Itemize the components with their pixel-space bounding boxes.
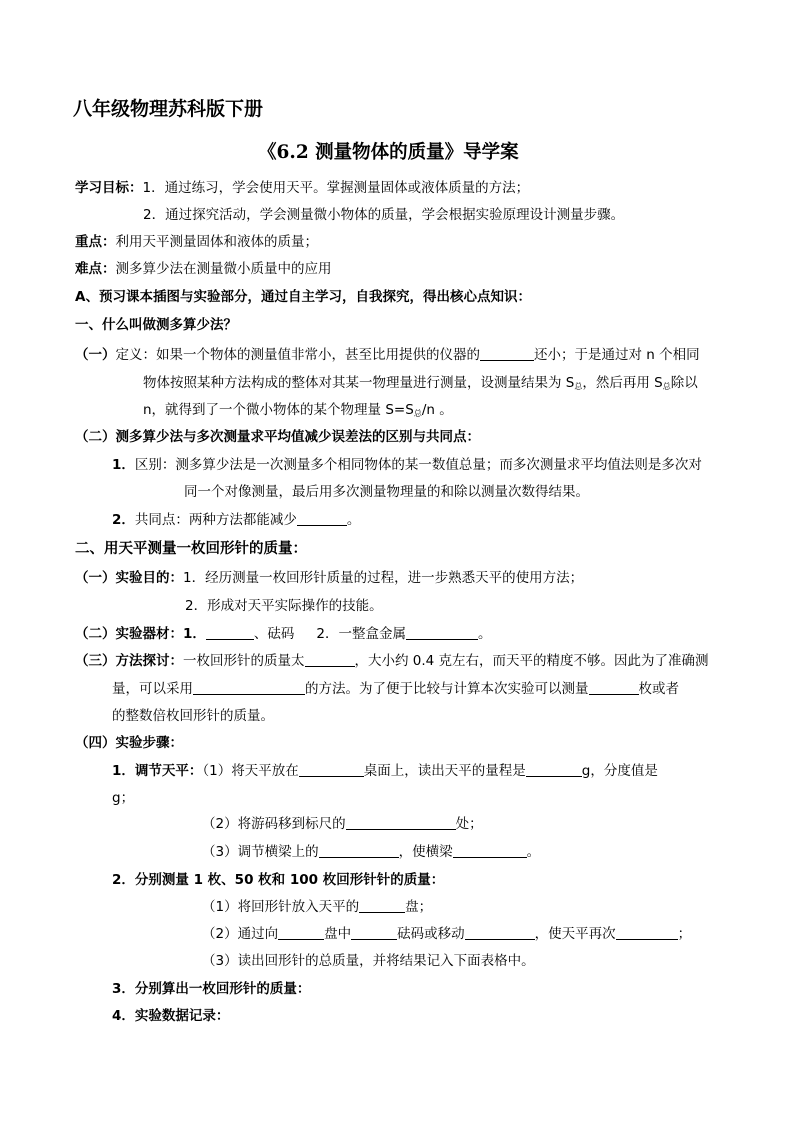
- method-text-b: ，大小约 0.4 克左右，而天平的精度不够。因此为了准确测: [354, 653, 709, 669]
- difficulty-label: 难点：: [75, 261, 116, 277]
- equipment-end: 。: [478, 626, 492, 642]
- definition-line-3a: n，就得到了一个微小物体的某个物理量 S=S: [143, 402, 414, 418]
- definition-line-3b: /n 。: [421, 402, 453, 418]
- purpose-item-1: 1．经历测量一枚回形针质量的过程，进一步熟悉天平的使用方法；: [183, 570, 584, 586]
- subscript-total: 总: [574, 382, 583, 391]
- difference-heading: （二）测多算少法与多次测量求平均值减少误差法的区别与共同点：: [75, 429, 480, 445]
- blank-reduce[interactable]: [297, 511, 347, 526]
- method-line-2: [112, 679, 679, 699]
- common-end: 。: [346, 512, 361, 528]
- method-label: （三）方法探讨：: [75, 653, 183, 669]
- goal-item-2: 2．通过探究活动，学会测量微小物体的质量，学会根据实验原理设计测量步骤。: [143, 207, 625, 223]
- blank-move-item[interactable]: [465, 925, 535, 940]
- step2-sub-2e: ；: [677, 926, 692, 942]
- step1-line-2: g；: [112, 790, 135, 806]
- key-points-line: [75, 232, 318, 252]
- blank-count[interactable]: [589, 680, 639, 695]
- blank-beam-state[interactable]: [453, 843, 527, 858]
- step1-text-a: （1）将天平放在: [202, 763, 299, 779]
- equipment-number: 1．: [183, 626, 206, 642]
- purpose-line-1: [75, 568, 583, 588]
- equipment-weights: 、砝码: [253, 626, 295, 642]
- blank-pan[interactable]: [359, 898, 405, 913]
- method-text-a: 一枚回形针的质量太: [183, 653, 305, 669]
- step3-heading: 3．分别算出一枚回形针的质量：: [112, 981, 311, 997]
- blank-pan-side[interactable]: [278, 925, 324, 940]
- step1-sub-3c: 。: [526, 844, 541, 860]
- definition-line-2c: 除以: [670, 375, 698, 391]
- definition-text: 定义：如果一个物体的测量值非常小，甚至比用提供的仪器的: [115, 347, 480, 363]
- blank-balance-state[interactable]: [616, 925, 678, 940]
- step2-sub-3: （3）读出回形针的总质量，并将结果记入下面表格中。: [202, 953, 535, 969]
- blank-weights-action[interactable]: [351, 925, 397, 940]
- definition-text-cont: 还小；于是通过对 n 个相同: [534, 347, 700, 363]
- method-line-1: [75, 651, 709, 671]
- step2-sub-1a: （1）将回形针放入天平的: [202, 899, 360, 915]
- subscript-total: 总: [413, 409, 422, 418]
- definition-line-1: [75, 345, 700, 365]
- blank-surface[interactable]: [299, 762, 364, 777]
- part2-heading: 二、用天平测量一枚回形针的质量：: [75, 541, 307, 557]
- step1-sub-3b: ，使横梁: [398, 844, 453, 860]
- section-a-heading: A、预习课本插图与实验部分，通过自主学习，自我探究，得出核心点知识：: [75, 289, 531, 305]
- goals-line-1: [75, 178, 529, 198]
- blank-equipment-2[interactable]: [406, 625, 478, 640]
- purpose-label: （一）实验目的：: [75, 570, 183, 586]
- equipment-label: （二）实验器材：: [75, 626, 183, 642]
- common-number: 2．: [112, 512, 135, 528]
- document-title: 八年级物理苏科版下册: [73, 98, 264, 120]
- difficulty-line: [75, 259, 332, 279]
- step1-sub-2b: 处；: [455, 816, 483, 832]
- blank-mass-small[interactable]: [305, 652, 355, 667]
- blank-scale-position[interactable]: [346, 815, 456, 830]
- step1-text-c: g，分度值是: [581, 763, 658, 779]
- step1-sub-2: [202, 814, 483, 834]
- step2-sub-1b: 盘；: [405, 899, 433, 915]
- difference-number: 1．: [112, 457, 135, 473]
- definition-line-2a: 物体按照某种方法构成的整体对其某一物理量进行测量，设测量结果为 S: [143, 375, 575, 391]
- step2-sub-2c: 砝码或移动: [397, 926, 465, 942]
- step2-sub-2b: 盘中: [324, 926, 352, 942]
- common-line: [112, 510, 360, 530]
- step2-sub-2a: （2）通过向: [202, 926, 279, 942]
- goal-item-1: 1．通过练习，学会使用天平。掌握测量固体或液体质量的方法；: [142, 180, 530, 196]
- method-line-2b: 的方法。为了便于比较与计算本次实验可以测量: [305, 681, 589, 697]
- difference-line-2: 同一个对像测量，最后用多次测量物理量的和除以测量次数得结果。: [184, 484, 589, 500]
- definition-line-3: [143, 400, 453, 424]
- step1-text-b: 桌面上，读出天平的量程是: [363, 763, 526, 779]
- equipment-line: [75, 624, 492, 644]
- goals-label: 学习目标：: [75, 180, 143, 196]
- difference-line-1: [112, 455, 702, 475]
- steps-label: （四）实验步骤：: [75, 735, 183, 751]
- key-points-text: 利用天平测量固体和液体的质量；: [115, 234, 318, 250]
- equipment-metal: 2．一整盒金属: [316, 626, 406, 642]
- subscript-total: 总: [662, 382, 671, 391]
- blank-method[interactable]: [193, 680, 305, 695]
- part1-heading: 一、什么叫做测多算少法？: [75, 317, 237, 333]
- step2-sub-1: [202, 897, 432, 917]
- lesson-title: 《6.2 测量物体的质量》导学案: [258, 142, 519, 163]
- step4-heading: 4．实验数据记录：: [112, 1008, 230, 1024]
- step2-heading: 2．分别测量 1 枚、50 枚和 100 枚回形针针的质量：: [112, 872, 445, 888]
- step1-sub-2a: （2）将游码移到标尺的: [202, 816, 346, 832]
- difficulty-text: 测多算少法在测量微小质量中的应用: [115, 261, 332, 277]
- step2-sub-2d: ，使天平再次: [534, 926, 616, 942]
- method-line-2a: 量，可以采用: [112, 681, 193, 697]
- step1-sub-3: [202, 842, 540, 862]
- definition-line-2: [143, 373, 698, 397]
- blank-equipment-1[interactable]: [206, 625, 254, 640]
- method-line-3: 的整数倍枚回形针的质量。: [112, 708, 274, 724]
- definition-line-2b: ，然后再用 S: [582, 375, 663, 391]
- step1-sub-3a: （3）调节横梁上的: [202, 844, 319, 860]
- difference-text: 区别：测多算少法是一次测量多个相同物体的某一数值总量；而多次测量求平均值法则是多次对: [134, 457, 702, 473]
- common-text: 共同点：两种方法都能减少: [134, 512, 297, 528]
- method-line-2c: 枚或者: [638, 681, 679, 697]
- key-points-label: 重点：: [75, 234, 116, 250]
- step2-sub-2: [202, 924, 691, 944]
- blank-instrument-precision[interactable]: [480, 346, 534, 361]
- step1-line-1: [112, 761, 658, 781]
- blank-range[interactable]: [526, 762, 582, 777]
- step1-label: 1．调节天平：: [112, 763, 203, 779]
- definition-label: （一）: [75, 347, 116, 363]
- purpose-item-2: 2．形成对天平实际操作的技能。: [185, 598, 383, 614]
- blank-beam-part[interactable]: [319, 843, 399, 858]
